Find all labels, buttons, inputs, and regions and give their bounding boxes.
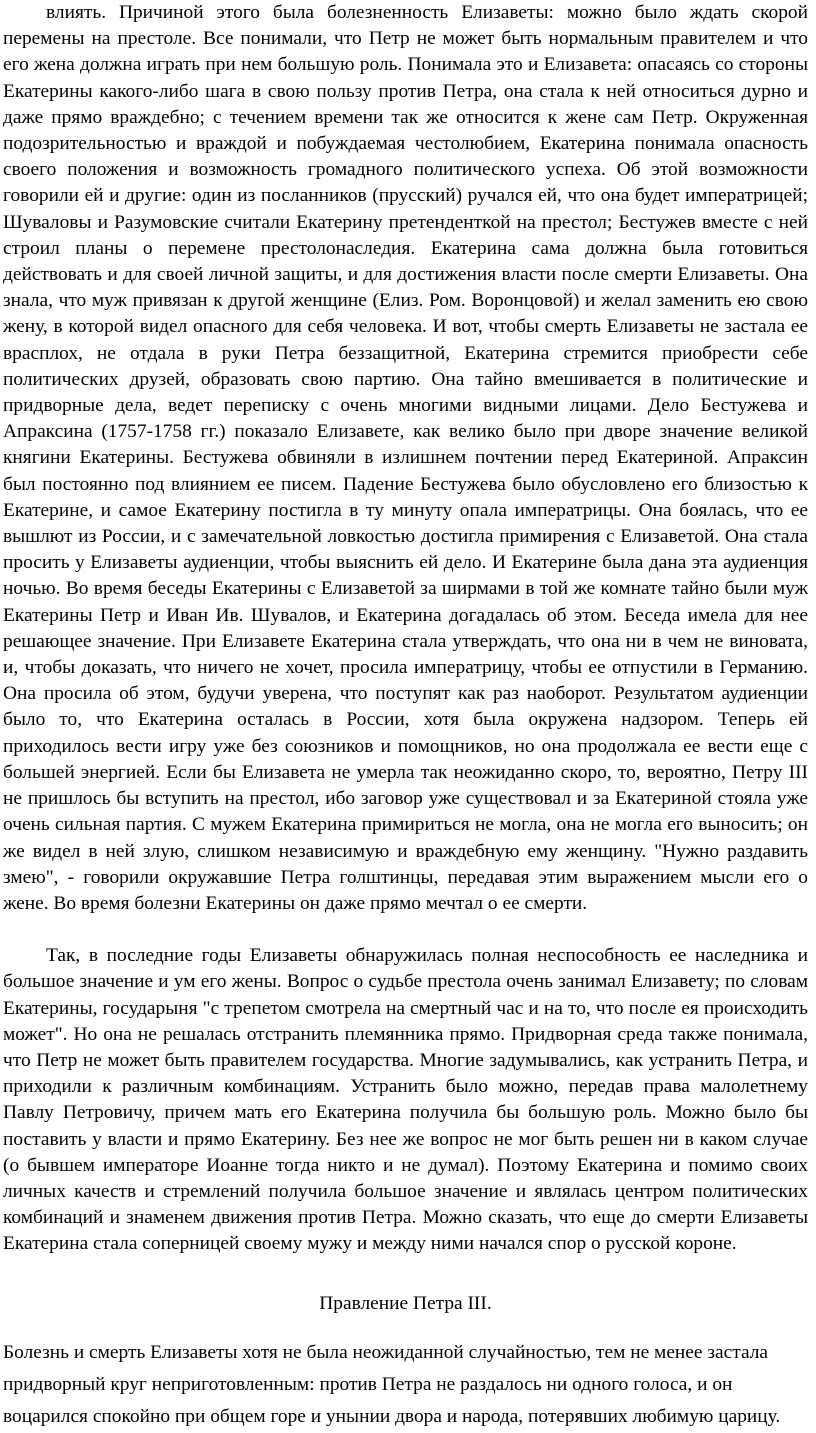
paragraph-body-2: Так, в последние годы Елизаветы обнаружилась полная неспособность ее наследника и большое значение и ум его жены. Вопрос о судьбе престола очень занимал Елизавету; по словам Екатерины, государыня "с трепетом смотрела на смертный час и на то, что после ея происходить может". Но она не решалась отстранить племянника прямо. Придворная среда также понимала, что Петр не может быть правителем государства. Многие задумывались, как устранить Петра, и приходили к различным комбинациям. Устранить было можно, передав права малолетнему Павлу Петровичу, причем мать его Екатерина получила бы большую роль. Можно было бы поставить у власти и прямо Екатерину. Без нее же вопрос не мог быть решен ни в каком случае (о бывшем императоре Иоанне тогда никто и не думал). Поэтому Екатерина и помимо своих личных качеств и стремлений получила большое значение и являлась центром политических комбинаций и знаменем движения против Петра. Можно сказать, что еще до смерти Елизаветы Екатерина стала соперницей своему мужу и между ними начался спор о русской короне. [3,945,808,1255]
section-heading: Правление Петра III. [319,1292,492,1314]
paragraph-body-3: Болезнь и смерть Елизаветы хотя не была неожиданной случайностью, тем не менее застала придворный круг неприготовленным: против Петра не раздалось ни одного голоса, и он воцарился спокойно при общем горе и унынии двора и народа, потерявших любимую царицу. [3,1341,781,1427]
paragraph-body-1: влиять. Причиной этого была болезненность Елизаветы: можно было ждать скорой перемены на престоле. Все понимали, что Петр не может быть нормальным правителем и что его жена должна играть при нем большую роль. Понимала это и Елизавета: опасаясь со стороны Екатерины какого-либо шага в свою пользу против Петра, она стала к ней относиться дурно и даже прямо враждебно; с течением времени так же относится к жене сам Петр. Окруженная подозрительностью и враждой и побуждаемая честолюбием, Екатерина понимала опасность своего положения и возможность громадного политического успеха. Об этой возможности говорили ей и другие: один из посланников (прусский) ручался ей, что она будет императрицей; Шуваловы и Разумовские считали Екатерину претенденткой на престол; Бестужев вместе с ней строил планы о перемене престолонаследия. Екатерина сама должна была готовиться действовать и для своей личной защиты, и для достижения власти после смерти Елизаветы. Она знала, что муж привязан к другой женщине (Елиз. Ром. Воронцовой) и желал заменить ею свою жену, в которой видел опасного для себя человека. И вот, чтобы смерть Елизаветы не застала ее врасплох, не отдала в руки Петра беззащитной, Екатерина стремится приобрести себе политических друзей, образовать свою партию. Она тайно вмешивается в политические и придворные дела, ведет переписку с очень многими видными лицами. Дело Бестужева и Апраксина (1757-1758 гг.) показало Елизавете, как велико было при дворе значение великой княгини Екатерины. Бестужева обвиняли в излишнем почтении перед Екатериной. Апраксин был постоянно под влиянием ее писем. Падение Бестужева было обусловлено его близостью к Екатерине, и самое Екатерину постигла в ту минуту опала императрицы. Она боялась, что ее вышлют из России, и с замечательной ловкостью достигла примирения с Елизаветой. Она стала просить у Елизаветы аудиенции, чтобы выяснить ей дело. И Екатерине была дана эта аудиенция ночью. Во время беседы Екатерины с Елизаветой за ширмами в той же комнате тайно были муж Екатерины Петр и Иван Ив. Шувалов, и Екатерина догадалась об этом. Беседа имела для нее решающее значение. При Елизавете Екатерина стала утверждать, что она ни в чем не виновата, и, чтобы доказать, что ничего не хочет, просила императрицу, чтобы ее отпустили в Германию. Она просила об этом, будучи уверена, что поступят как раз наоборот. Результатом аудиенции было то, что Екатерина осталась в России, хотя была окружена надзором. Теперь ей приходилось вести игру уже без союзников и помощников, но она продолжала ее вести еще с большей энергией. Если бы Елизавета не умерла так неожиданно скоро, то, вероятно, Петру III не пришлось бы вступить на престол, ибо заговор уже существовал и за Екатериной стояла уже очень сильная партия. С мужем Екатерина примириться не могла, она не могла его выносить; он же видел в ней злую, слишком независимую и враждебную ему женщину. "Нужно раздавить змею", - говорили окружавшие Петра голштинцы, передавая этим выражением мысли его о жене. Во время болезни Екатерины он даже прямо мечтал о ее смерти. [3,2,808,914]
